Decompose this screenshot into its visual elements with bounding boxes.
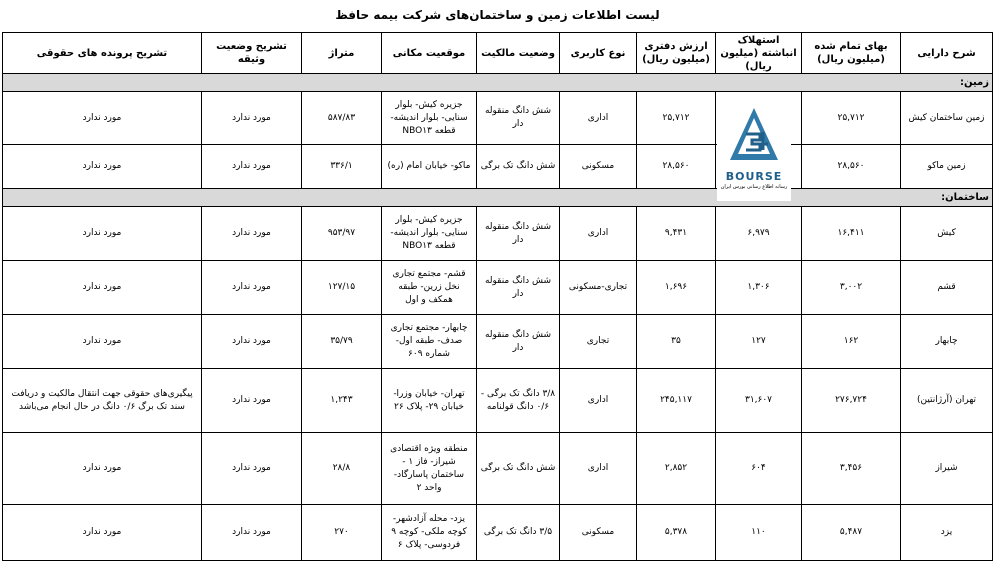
section-label: ساختمان: [3, 189, 993, 207]
table-row [3, 315, 993, 369]
logo-subtitle: رسانه اطلاع رسانی بورس ایران [720, 184, 788, 190]
table-cell: ۲۵,۷۱۲ [802, 92, 901, 145]
table-cell: مورد ندارد [3, 315, 202, 369]
table-cell: ۳۳۶/۱ [302, 145, 382, 189]
header-book-value: ارزش دفتری (میلیون ریال) [637, 33, 716, 74]
header-collateral: تشریح وضعیت وثیقه [202, 33, 302, 74]
table-cell: اداری [560, 92, 637, 145]
table-cell: ۱۲۷ [716, 315, 802, 369]
table-row [3, 261, 993, 315]
table-cell: چابهار [901, 315, 993, 369]
header-depreciation: استهلاک انباشته (میلیون ریال) [716, 33, 802, 74]
table-cell: مورد ندارد [3, 261, 202, 315]
assets-table [2, 32, 993, 561]
table-cell: ۳/۸ دانگ تک برگی - ۰/۶ دانگ قولنامه [477, 369, 560, 433]
table-row [3, 433, 993, 505]
table-cell: مورد ندارد [202, 145, 302, 189]
table-cell: مورد ندارد [202, 505, 302, 561]
table-row [3, 505, 993, 561]
logo-text: BOURSE [725, 170, 783, 183]
table-cell: ۲۸/۸ [302, 433, 382, 505]
table-cell: ۲۴۵,۱۱۷ [637, 369, 716, 433]
table-cell: جزیره کیش- بلوار سنایی- بلوار اندیشه- قطعه NBO۱۳ [382, 207, 477, 261]
table-cell: مورد ندارد [3, 92, 202, 145]
table-cell: ۱,۲۴۳ [302, 369, 382, 433]
table-cell: ۱,۳۰۶ [716, 261, 802, 315]
table-cell: مورد ندارد [3, 433, 202, 505]
table-cell: یزد [901, 505, 993, 561]
table-cell: ۲۸,۵۶۰ [637, 145, 716, 189]
table-cell: شش دانگ منقوله دار [477, 315, 560, 369]
header-cost: بهای تمام شده (میلیون ریال) [802, 33, 901, 74]
table-cell: ماکو- خیابان امام (ره) [382, 145, 477, 189]
table-cell: کیش [901, 207, 993, 261]
table-cell: تهران (آرژانتین) [901, 369, 993, 433]
table-cell: مسکونی [560, 505, 637, 561]
table-cell: مورد ندارد [202, 207, 302, 261]
table-cell: جزیره کیش- بلوار سنایی- بلوار اندیشه- قطعه NBO۱۳ [382, 92, 477, 145]
table-cell: تجاری-مسکونی [560, 261, 637, 315]
table-cell: مورد ندارد [3, 145, 202, 189]
table-cell: پیگیری‌های حقوقی جهت انتقال مالکیت و دریافت سند تک برگ ۰/۶ دانگ در حال انجام می‌باشد [3, 369, 202, 433]
table-cell: شیراز [901, 433, 993, 505]
header-legal: تشریح پرونده های حقوقی [3, 33, 202, 74]
header-area: متراژ [302, 33, 382, 74]
table-cell: ۳۵ [637, 315, 716, 369]
page-title: لیست اطلاعات زمین و ساختمان‌های شرکت بیمه حافظ [335, 8, 660, 22]
table-cell: ۲,۸۵۲ [637, 433, 716, 505]
table-cell: اداری [560, 207, 637, 261]
table-cell: تجاری [560, 315, 637, 369]
table-cell: ۵,۴۸۷ [802, 505, 901, 561]
table-cell: مورد ندارد [3, 207, 202, 261]
table-cell: یزد- محله آزادشهر- کوچه ملکی- کوچه ۹ فردوسی- پلاک ۶ [382, 505, 477, 561]
section-label: زمین: [3, 74, 993, 92]
table-cell: تهران- خیابان وزرا- خیابان ۲۹- پلاک ۲۶ [382, 369, 477, 433]
table-cell: قشم- مجتمع تجاری نخل زرین- طبقه همکف و اول [382, 261, 477, 315]
section-building [3, 189, 993, 207]
table-cell: ۳,۰۰۲ [802, 261, 901, 315]
table-cell: ۳/۵ دانگ تک برگی [477, 505, 560, 561]
table-cell: شش دانگ منقوله دار [477, 261, 560, 315]
table-cell: زمین ماکو [901, 145, 993, 189]
table-cell: ۳۵/۷۹ [302, 315, 382, 369]
table-cell: مورد ندارد [202, 433, 302, 505]
table-cell: شش دانگ تک برگی [477, 145, 560, 189]
table-cell: مورد ندارد [202, 92, 302, 145]
table-cell: ۹۵۳/۹۷ [302, 207, 382, 261]
table-cell: ۲۵,۷۱۲ [637, 92, 716, 145]
table-cell: چابهار- مجتمع تجاری صدف- طبقه اول- شماره ۶۰۹ [382, 315, 477, 369]
table-cell: شش دانگ منقوله دار [477, 207, 560, 261]
table-cell: ۱,۶۹۶ [637, 261, 716, 315]
section-land [3, 74, 993, 92]
bourse-logo [717, 95, 791, 201]
table-cell: مورد ندارد [202, 261, 302, 315]
table-row [3, 369, 993, 433]
header-row [3, 33, 993, 74]
table-cell: زمین ساختمان کیش [901, 92, 993, 145]
table-cell: ۲۸,۵۶۰ [802, 145, 901, 189]
table-row [3, 145, 993, 189]
table-cell: ۵,۳۷۸ [637, 505, 716, 561]
table-cell: ۱۶۲ [802, 315, 901, 369]
table-cell: ۱۱۰ [716, 505, 802, 561]
table-cell: ۳۱,۶۰۷ [716, 369, 802, 433]
table-cell: ۳,۴۵۶ [802, 433, 901, 505]
table-cell: اداری [560, 433, 637, 505]
bourse-logo-icon [726, 106, 782, 168]
header-asset: شرح دارایی [901, 33, 993, 74]
table-cell: ۱۲۷/۱۵ [302, 261, 382, 315]
header-ownership: وضعیت مالکیت [477, 33, 560, 74]
table-cell: اداری [560, 369, 637, 433]
table-cell: ۲۷۰ [302, 505, 382, 561]
table-cell: ۹,۴۳۱ [637, 207, 716, 261]
table-row [3, 207, 993, 261]
header-location: موقعیت مکانی [382, 33, 477, 74]
table-cell: ۶۰۴ [716, 433, 802, 505]
header-usage: نوع کاربری [560, 33, 637, 74]
table-row [3, 92, 993, 145]
table-cell: شش دانگ تک برگی [477, 433, 560, 505]
table-cell: مورد ندارد [202, 315, 302, 369]
table-cell: شش دانگ منقوله دار [477, 92, 560, 145]
table-cell: منطقه ویژه اقتصادی شیراز- فاز ۱ - ساختمان پاسارگاد- واحد ۲ [382, 433, 477, 505]
table-cell: مسکونی [560, 145, 637, 189]
table-cell: مورد ندارد [202, 369, 302, 433]
table-cell: ۱۶,۴۱۱ [802, 207, 901, 261]
table-cell: ۲۷۶,۷۲۴ [802, 369, 901, 433]
table-cell: قشم [901, 261, 993, 315]
table-cell: مورد ندارد [3, 505, 202, 561]
table-cell: ۶,۹۷۹ [716, 207, 802, 261]
table-cell: ۵۸۷/۸۳ [302, 92, 382, 145]
